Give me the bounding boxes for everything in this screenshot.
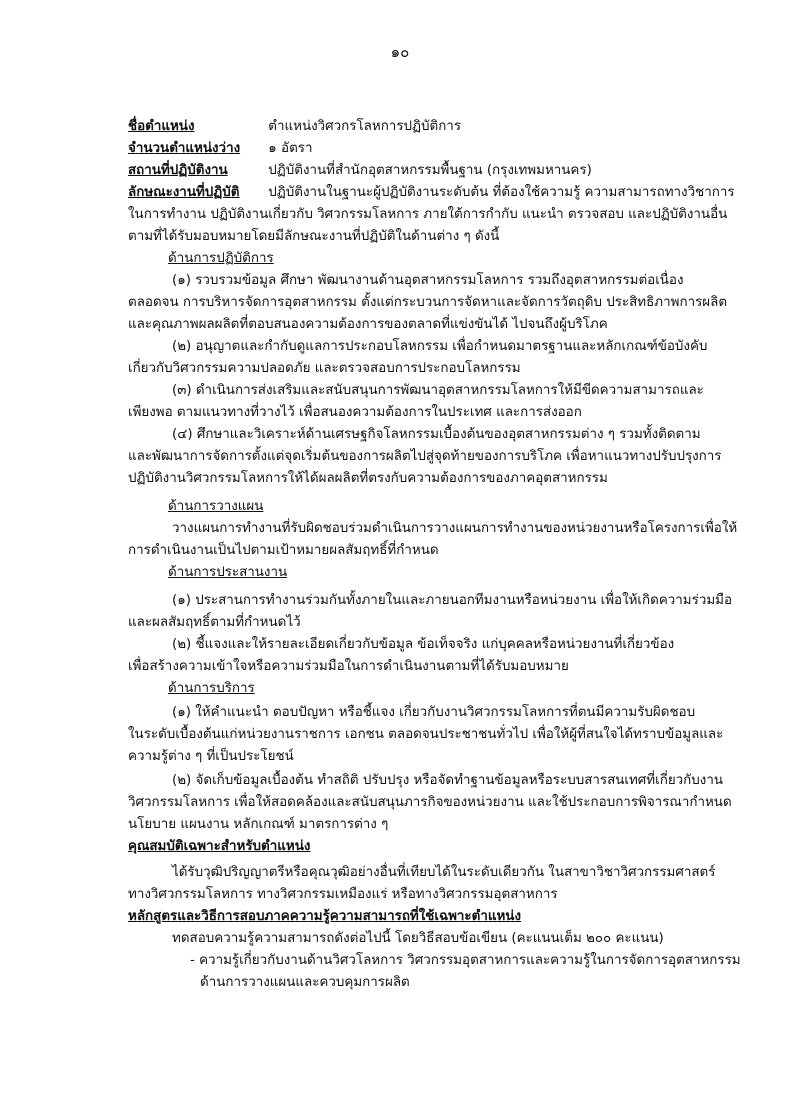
job-nature-label: ลักษณะงานที่ปฏิบัติ <box>128 185 240 200</box>
operations-line: และพัฒนาการจัดการตั้งแต่จุดเริ่มต้นของการผลิตไปสู่จุดท้ายของการบริโภค เพื่อหาแนวทางปรับปรุงการ <box>128 449 722 464</box>
coordination-line: เพื่อสร้างความเข้าใจหรือความร่วมมือในการดำเนินงานตามที่ได้รับมอบหมาย <box>128 659 569 674</box>
position-title-row <box>128 116 461 138</box>
service-line: นโยบาย แผนงาน หลักเกณฑ์ มาตรการต่าง ๆ <box>128 817 389 832</box>
job-nature-line: ตามที่ได้รับมอบหมายโดยมีลักษณะงานที่ปฏิบัติในด้านต่าง ๆ ดังนี้ <box>128 229 500 244</box>
operations-line: (๑) รวบรวมข้อมูล ศึกษา พัฒนางานด้านอุตสาหกรรมโลหการ รวมถึงอุตสาหกรรมต่อเนื่อง <box>172 273 684 288</box>
service-line: ในระดับเบื้องต้นแก่หน่วยงานราชการ เอกชน ตลอดจนประชาชนทั่วไป เพื่อให้ผู้ที่สนใจได้ทราบข้อมูลและ <box>128 727 724 742</box>
position-title-value: ตำแหน่งวิศวกรโลหการปฏิบัติการ <box>268 119 462 134</box>
service-heading: ด้านการบริการ <box>168 681 255 696</box>
operations-line: เพียงพอ ตามแนวทางที่วางไว้ เพื่อสนองความต้องการในประเทศ และการส่งออก <box>128 405 582 420</box>
exam-heading: หลักสูตรและวิธีการสอบภาคความรู้ความสามารถที่ใช้เฉพาะตำแหน่ง <box>128 909 521 924</box>
workplace-label: สถานที่ปฏิบัติงาน <box>128 163 228 178</box>
operations-heading: ด้านการปฏิบัติการ <box>168 251 274 266</box>
exam-line: - ความรู้เกี่ยวกับงานด้านวิศวโลหการ วิศวกรรมอุตสาหการและความรู้ในการจัดการอุตสาหกรรม <box>190 953 741 968</box>
planning-line: การดำเนินงานเป็นไปตามเป้าหมายผลสัมฤทธิ์ที่กำหนด <box>128 543 439 558</box>
vacancies-label: จำนวนตำแหน่งว่าง <box>128 141 241 156</box>
exam-line: ทดสอบความรู้ความสามารถดังต่อไปนี้ โดยวิธีสอบข้อเขียน (คะแนนเต็ม ๒๐๐ คะแนน) <box>172 931 664 946</box>
qualifications-line: ทางวิศวกรรมโลหการ ทางวิศวกรรมเหมืองแร่ หรือทางวิศวกรรมอุตสาหการ <box>128 887 558 902</box>
service-line: (๒) จัดเก็บข้อมูลเบื้องต้น ทำสถิติ ปรับปรุง หรือจัดทำฐานข้อมูลหรือระบบสารสนเทศที่เกี่ยวกับงาน <box>172 773 724 788</box>
workplace-value: ปฏิบัติงานที่สำนักอุตสาหกรรมพื้นฐาน (กรุงเทพมหานคร) <box>268 163 592 178</box>
planning-line: วางแผนการทำงานที่รับผิดชอบร่วมดำเนินการวางแผนการทำงานของหน่วยงานหรือโครงการเพื่อให้ <box>172 521 738 536</box>
exam-line: ด้านการวางแผนและควบคุมการผลิต <box>200 975 410 990</box>
coordination-line: (๒) ชี้แจงและให้รายละเอียดเกี่ยวกับข้อมูล ข้อเท็จจริง แก่บุคคลหรือหน่วยงานที่เกี่ยวข้อง <box>172 637 675 652</box>
coordination-line: และผลสัมฤทธิ์ตามที่กำหนดไว้ <box>128 615 301 630</box>
service-line: (๑) ให้คำแนะนำ ตอบปัญหา หรือชี้แจง เกี่ยวกับงานวิศวกรรมโลหการที่ตนมีความรับผิดชอบ <box>172 705 696 720</box>
service-line: ความรู้ต่าง ๆ ที่เป็นประโยชน์ <box>128 749 294 764</box>
operations-line: ตลอดจน การบริหารจัดการอุตสาหกรรม ตั้งแต่กระบวนการจัดหาและจัดการวัตถุดิบ ประสิทธิภาพการผลิต <box>128 295 728 310</box>
service-line: วิศวกรรมโลหการ เพื่อให้สอดคล้องและสนับสนุนภารกิจของหน่วยงาน และใช้ประกอบการพิจารณากำหนด <box>128 795 732 810</box>
coordination-heading: ด้านการประสานงาน <box>168 565 288 580</box>
job-nature-first-line: ปฏิบัติงานในฐานะผู้ปฏิบัติงานระดับต้น ที่ต้องใช้ความรู้ ความสามารถทางวิชาการ <box>268 185 735 200</box>
operations-line: และคุณภาพผลผลิตที่ตอบสนองความต้องการของตลาดที่แข่งขันได้ ไปจนถึงผู้บริโภค <box>128 317 608 332</box>
vacancies-value: ๑ อัตรา <box>268 141 313 156</box>
operations-line: (๓) ดำเนินการส่งเสริมและสนับสนุนการพัฒนาอุตสาหกรรมโลหการให้มีขีดความสามารถและ <box>172 383 704 398</box>
operations-line: เกี่ยวกับวิศวกรรมความปลอดภัย และตรวจสอบการประกอบโลหกรรม <box>128 361 521 376</box>
job-nature-row <box>128 182 735 204</box>
qualifications-line: ได้รับวุฒิปริญญาตรีหรือคุณวุฒิอย่างอื่นที่เทียบได้ในระดับเดียวกัน ในสาขาวิชาวิศวกรรมศาสตร์ <box>172 865 716 880</box>
vacancies-row <box>128 138 312 160</box>
operations-line: (๔) ศึกษาและวิเคราะห์ด้านเศรษฐกิจโลหกรรมเบื้องต้นของอุตสาหกรรมต่าง ๆ รวมทั้งติดตาม <box>172 427 701 442</box>
workplace-row <box>128 160 592 182</box>
qualifications-heading: คุณสมบัติเฉพาะสำหรับตำแหน่ง <box>128 839 311 854</box>
operations-line: ปฏิบัติงานวิศวกรรมโลหการให้ได้ผลผลิตที่ตรงกับความต้องการของภาคอุตสาหกรรม <box>128 471 608 486</box>
position-title-label: ชื่อตำแหน่ง <box>128 119 195 134</box>
operations-line: (๒) อนุญาตและกำกับดูแลการประกอบโลหกรรม เพื่อกำหนดมาตรฐานและหลักเกณฑ์ข้อบังคับ <box>172 339 708 354</box>
planning-heading: ด้านการวางแผน <box>168 499 264 514</box>
job-nature-line: ในการทำงาน ปฏิบัติงานเกี่ยวกับ วิศวกรรมโลหการ ภายใต้การกำกับ แนะนำ ตรวจสอบ และปฏิบัติงานอื่น <box>128 207 728 222</box>
page-number: ๑๐ <box>390 43 410 61</box>
coordination-line: (๑) ประสานการทำงานร่วมกันทั้งภายในและภายนอกทีมงานหรือหน่วยงาน เพื่อให้เกิดความร่วมมือ <box>172 593 733 608</box>
